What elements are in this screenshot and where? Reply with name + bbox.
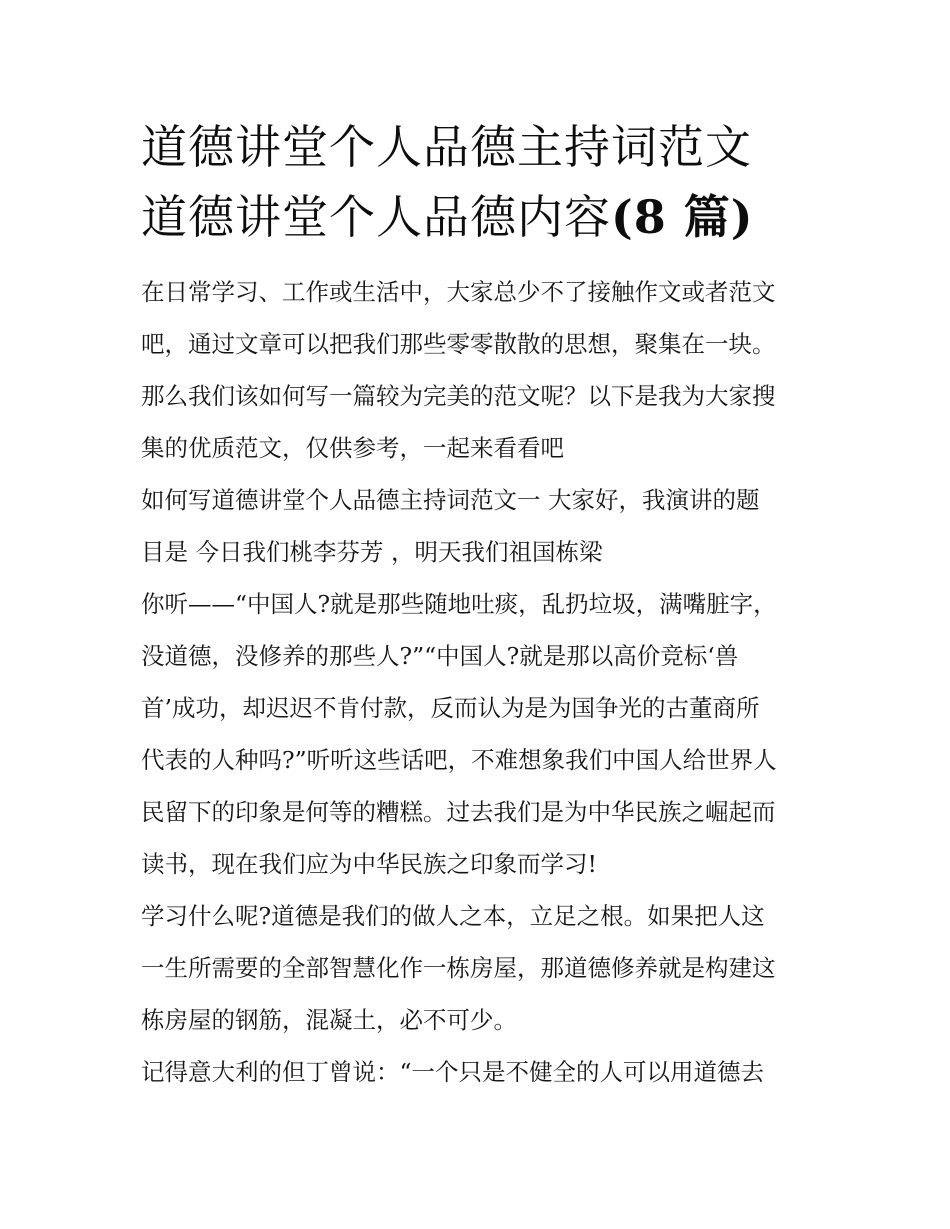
title-count: (8 篇) (611, 190, 754, 244)
text-line: 没道德，没修养的那些人?”“中国人?就是那以高价竞标‘兽 (141, 642, 739, 670)
document-body (141, 266, 821, 1098)
text-line: 首’成功，却迟迟不肯付款，反而认为是为国争光的古董商所 (141, 694, 760, 722)
paragraph-intro (141, 266, 821, 474)
title-line (141, 182, 821, 252)
text-line: 民留下的印象是何等的糟糕。过去我们是为中华民族之崛起而 (141, 798, 776, 826)
paragraph-dante-quote (141, 1046, 821, 1098)
text-line: 那么我们该如何写一篇较为完美的范文呢？以下是我为大家搜 (141, 382, 776, 410)
paragraph-speech-opening (141, 474, 821, 578)
title-line-text: 道德讲堂个人品德内容 (141, 190, 611, 244)
paragraph-impression (141, 578, 821, 890)
document-content (141, 112, 821, 1098)
text-line: 栋房屋的钢筋，混凝土，必不可少。 (141, 1006, 517, 1034)
text-line: 记得意大利的但丁曾说：“一个只是不健全的人可以用道德去 (141, 1058, 765, 1086)
text-line: 代表的人种吗?”听听这些话吧，不难想象我们中国人给世界人 (141, 746, 777, 774)
paragraph-morality (141, 890, 821, 1046)
text-line: 一生所需要的全部智慧化作一栋房屋，那道德修养就是构建这 (141, 954, 776, 982)
text-line: 你听——“中国人?就是那些随地吐痰，乱扔垃圾，满嘴脏字， (141, 590, 777, 618)
text-line: 目是 今日我们桃李芬芳 ，明天我们祖国栋梁 (141, 538, 603, 566)
document-title (141, 112, 821, 252)
text-line: 集的优质范文，仅供参考，一起来看看吧 (141, 434, 564, 462)
text-line: 读书，现在我们应为中华民族之印象而学习! (141, 850, 597, 878)
title-line: 道德讲堂个人品德主持词范文 (141, 120, 752, 174)
text-line: 学习什么呢?道德是我们的做人之本，立足之根。如果把人这 (141, 902, 765, 930)
text-line: 吧，通过文章可以把我们那些零零散散的思想，聚集在一块。 (141, 330, 776, 358)
text-line: 如何写道德讲堂个人品德主持词范文一 大家好，我演讲的题 (141, 486, 760, 514)
text-line: 在日常学习、工作或生活中，大家总少不了接触作文或者范文 (141, 278, 776, 306)
